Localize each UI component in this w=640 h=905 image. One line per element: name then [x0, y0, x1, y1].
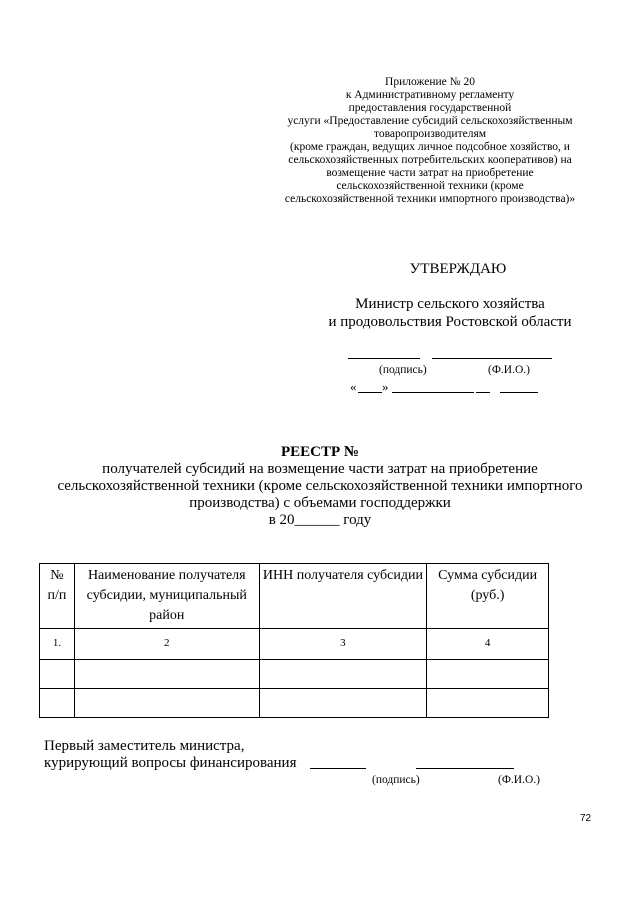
registry-year-line: в 20______ году [268, 512, 372, 528]
registry-line2: сельскохозяйственной техники (кроме сельскохозяйственной техники импортного [57, 478, 583, 494]
header-inn: ИНН получателя субсидии [259, 564, 427, 629]
header-amount: Сумма субсидии (руб.) [427, 564, 549, 629]
appendix-header [250, 76, 610, 206]
registry-title [40, 444, 600, 529]
appendix-line: сельскохозяйственных потребительских кооперативов) на [288, 154, 572, 166]
signer-name-label: (Ф.И.О.) [498, 774, 540, 786]
table-cell [40, 660, 75, 689]
approval-position-line1: Министр сельского хозяйства [355, 296, 545, 312]
approval-name-label: (Ф.И.О.) [488, 364, 530, 376]
appendix-line: (кроме граждан, ведущих личное подсобное хозяйство, и [290, 141, 570, 153]
signer-name-line [416, 768, 514, 769]
appendix-line: Приложение № 20 [385, 76, 475, 88]
header-number: № п/п [40, 564, 75, 629]
header-recipient: Наименование получателя субсидии, муниципальный район [74, 564, 259, 629]
appendix-line: возмещение части затрат на приобретение [326, 167, 534, 179]
table-cell [427, 689, 549, 718]
column-number-1: 1. [40, 629, 75, 660]
appendix-line: предоставления государственной [348, 102, 512, 114]
column-number-2: 2 [74, 629, 259, 660]
approval-signature-line [348, 358, 420, 359]
signer-line1: Первый заместитель министра, [44, 738, 245, 754]
approval-title: УТВЕРЖДАЮ [409, 261, 507, 277]
appendix-line: услуги «Предоставление субсидий сельскохозяйственным [287, 115, 573, 127]
registry-line1: получателей субсидий на возмещение части затрат на приобретение [102, 461, 538, 477]
table-cell [40, 689, 75, 718]
signer-line2: курирующий вопросы финансирования [44, 755, 297, 771]
approval-position [300, 295, 600, 331]
approval-date-extra-line [500, 392, 538, 393]
approval-date-month-line [392, 392, 474, 393]
table-cell [427, 660, 549, 689]
appendix-line: к Административному регламенту [345, 89, 515, 101]
table-row [40, 660, 549, 689]
approval-date-close-quote: » [382, 379, 389, 394]
column-number-3: 3 [259, 629, 427, 660]
column-number-4: 4 [427, 629, 549, 660]
approval-name-line [432, 358, 552, 359]
table-cell [74, 689, 259, 718]
registry-heading: РЕЕСТР № [281, 444, 359, 460]
registry-table [39, 563, 549, 718]
table-cell [259, 660, 427, 689]
signer-signature-label: (подпись) [372, 774, 420, 786]
table-cell [259, 689, 427, 718]
appendix-line: сельскохозяйственной техники (кроме [336, 180, 524, 192]
approval-position-line2: и продовольствия Ростовской области [328, 314, 572, 330]
approval-signature-label: (подпись) [379, 364, 427, 376]
appendix-line: сельскохозяйственной техники импортного производства)» [284, 193, 576, 205]
approval-date-year-line [476, 392, 490, 393]
registry-line3: производства) с объемами господдержки [189, 495, 451, 511]
table-number-row [40, 629, 549, 660]
signer-signature-line [310, 768, 366, 769]
page-number: 72 [580, 813, 592, 824]
appendix-line: товаропроизводителям [373, 128, 487, 140]
table-header-row [40, 564, 549, 629]
approval-date-day-line [358, 392, 382, 393]
approval-date-open-quote: « [350, 379, 357, 394]
signer-block [44, 738, 296, 772]
table-cell [74, 660, 259, 689]
table-row [40, 689, 549, 718]
